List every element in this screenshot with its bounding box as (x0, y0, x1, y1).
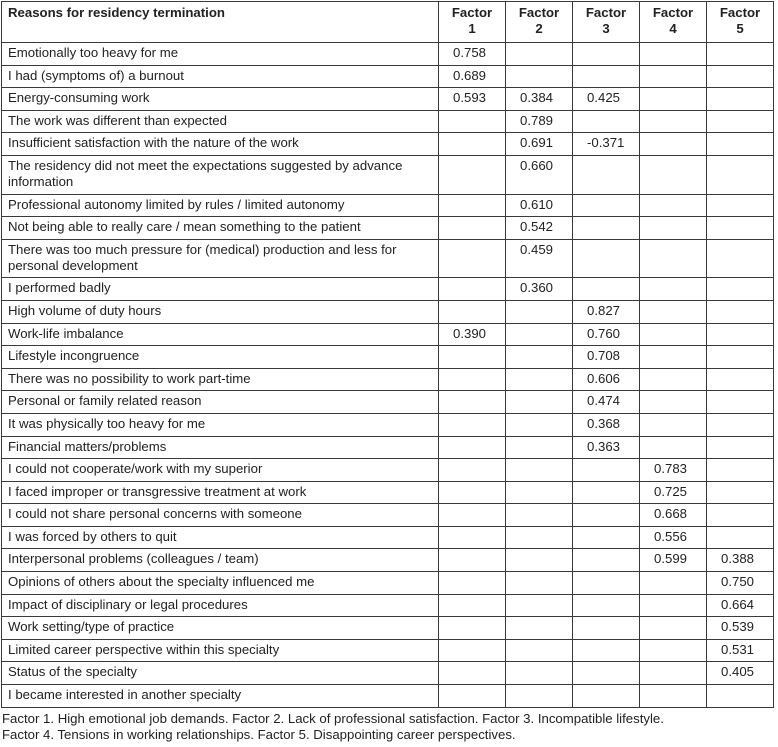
header-factor-1 (439, 2, 506, 43)
factor-1-loading-cell (439, 572, 506, 595)
factor-3-loading-cell (573, 526, 640, 549)
factor-3-loading-cell: 0.368 (573, 413, 640, 436)
table-row (2, 239, 774, 278)
factor-4-loading-cell (640, 88, 707, 111)
factor-2-loading-cell (506, 617, 573, 640)
header-factor-word: Factor (719, 5, 761, 20)
factor-3-loading-cell (573, 459, 640, 482)
reason-cell: Emotionally too heavy for me (2, 43, 439, 66)
table-footnote (2, 711, 776, 743)
factor-1-loading-cell: 0.758 (439, 43, 506, 66)
factor-3-loading-cell (573, 278, 640, 301)
factor-4-loading-cell (640, 323, 707, 346)
factor-1-loading-cell (439, 481, 506, 504)
factor-4-loading-cell (640, 391, 707, 414)
factor-loadings-table (1, 1, 774, 708)
factor-5-loading-cell (707, 43, 774, 66)
factor-3-loading-cell (573, 155, 640, 194)
factor-3-loading-cell: 0.760 (573, 323, 640, 346)
table-row (2, 504, 774, 527)
factor-3-loading-cell (573, 685, 640, 708)
factor-1-loading-cell (439, 504, 506, 527)
factor-2-loading-cell (506, 526, 573, 549)
reason-cell: Lifestyle incongruence (2, 346, 439, 369)
factor-1-loading-cell (439, 110, 506, 133)
factor-4-loading-cell: 0.556 (640, 526, 707, 549)
factor-5-loading-cell (707, 194, 774, 217)
factor-2-loading-cell: 0.789 (506, 110, 573, 133)
factor-2-loading-cell (506, 504, 573, 527)
factor-1-loading-cell (439, 436, 506, 459)
factor-2-loading-cell (506, 639, 573, 662)
header-factor-5 (707, 2, 774, 43)
factor-5-loading-cell (707, 110, 774, 133)
factor-5-loading-cell (707, 436, 774, 459)
factor-1-loading-cell (439, 526, 506, 549)
factor-2-loading-cell: 0.542 (506, 217, 573, 240)
table-row (2, 436, 774, 459)
factor-3-loading-cell (573, 617, 640, 640)
factor-4-loading-cell (640, 413, 707, 436)
factor-3-loading-cell (573, 504, 640, 527)
table-row (2, 217, 774, 240)
factor-4-loading-cell (640, 436, 707, 459)
header-factor-word: Factor (652, 5, 694, 20)
factor-2-loading-cell (506, 65, 573, 88)
factor-1-loading-cell (439, 617, 506, 640)
reason-cell: I had (symptoms of) a burnout (2, 65, 439, 88)
factor-5-loading-cell (707, 300, 774, 323)
factor-3-loading-cell (573, 217, 640, 240)
reason-cell: Work-life imbalance (2, 323, 439, 346)
factor-4-loading-cell (640, 572, 707, 595)
factor-5-loading-cell (707, 459, 774, 482)
factor-4-loading-cell (640, 685, 707, 708)
factor-4-loading-cell (640, 133, 707, 156)
factor-2-loading-cell (506, 368, 573, 391)
factor-4-loading-cell (640, 300, 707, 323)
footnote-line-2: Factor 4. Tensions in working relationships. Factor 5. Disappointing career perspectives. (2, 727, 516, 742)
reason-cell: Work setting/type of practice (2, 617, 439, 640)
factor-4-loading-cell (640, 639, 707, 662)
reason-cell: I performed badly (2, 278, 439, 301)
reason-cell: There was too much pressure for (medical) production and less for personal development (2, 239, 439, 278)
factor-1-loading-cell (439, 368, 506, 391)
header-factor-number: 2 (535, 21, 543, 36)
table-row (2, 110, 774, 133)
reason-cell: Financial matters/problems (2, 436, 439, 459)
factor-4-loading-cell (640, 239, 707, 278)
factor-5-loading-cell: 0.405 (707, 662, 774, 685)
factor-4-loading-cell: 0.725 (640, 481, 707, 504)
factor-3-loading-cell (573, 194, 640, 217)
factor-3-loading-cell (573, 662, 640, 685)
factor-3-loading-cell: 0.827 (573, 300, 640, 323)
header-factor-number: 3 (602, 21, 610, 36)
factor-2-loading-cell (506, 391, 573, 414)
factor-1-loading-cell (439, 155, 506, 194)
factor-4-loading-cell (640, 594, 707, 617)
header-reasons: Reasons for residency termination (2, 2, 439, 43)
factor-4-loading-cell: 0.599 (640, 549, 707, 572)
header-factor-3 (573, 2, 640, 43)
factor-5-loading-cell: 0.388 (707, 549, 774, 572)
reason-cell: It was physically too heavy for me (2, 413, 439, 436)
factor-2-loading-cell (506, 300, 573, 323)
factor-3-loading-cell: 0.425 (573, 88, 640, 111)
factor-5-loading-cell (707, 278, 774, 301)
factor-5-loading-cell: 0.664 (707, 594, 774, 617)
factor-1-loading-cell: 0.593 (439, 88, 506, 111)
reason-cell: Not being able to really care / mean something to the patient (2, 217, 439, 240)
table-row (2, 572, 774, 595)
reason-cell: Insufficient satisfaction with the nature of the work (2, 133, 439, 156)
factor-5-loading-cell (707, 133, 774, 156)
table-row (2, 662, 774, 685)
factor-2-loading-cell (506, 346, 573, 369)
factor-4-loading-cell (640, 194, 707, 217)
factor-3-loading-cell: 0.606 (573, 368, 640, 391)
factor-1-loading-cell (439, 685, 506, 708)
reason-cell: I faced improper or transgressive treatment at work (2, 481, 439, 504)
factor-5-loading-cell (707, 368, 774, 391)
factor-4-loading-cell (640, 617, 707, 640)
factor-1-loading-cell (439, 217, 506, 240)
factor-4-loading-cell (640, 346, 707, 369)
header-factor-word: Factor (518, 5, 560, 20)
factor-3-loading-cell (573, 65, 640, 88)
factor-2-loading-cell: 0.384 (506, 88, 573, 111)
factor-3-loading-cell (573, 43, 640, 66)
factor-3-loading-cell (573, 239, 640, 278)
reason-cell: Impact of disciplinary or legal procedures (2, 594, 439, 617)
factor-1-loading-cell: 0.390 (439, 323, 506, 346)
factor-5-loading-cell (707, 217, 774, 240)
reason-cell: Interpersonal problems (colleagues / team) (2, 549, 439, 572)
factor-5-loading-cell (707, 65, 774, 88)
table-row (2, 413, 774, 436)
factor-3-loading-cell (573, 639, 640, 662)
table-row (2, 685, 774, 708)
factor-5-loading-cell (707, 239, 774, 278)
factor-4-loading-cell: 0.668 (640, 504, 707, 527)
header-factor-number: 5 (736, 21, 744, 36)
reason-cell: I could not share personal concerns with someone (2, 504, 439, 527)
factor-2-loading-cell (506, 549, 573, 572)
table-row (2, 549, 774, 572)
table-row (2, 368, 774, 391)
reason-cell: There was no possibility to work part-time (2, 368, 439, 391)
header-row (2, 2, 774, 43)
reason-cell: I was forced by others to quit (2, 526, 439, 549)
factor-1-loading-cell (439, 662, 506, 685)
factor-1-loading-cell (439, 346, 506, 369)
factor-5-loading-cell: 0.531 (707, 639, 774, 662)
factor-5-loading-cell (707, 391, 774, 414)
factor-2-loading-cell: 0.691 (506, 133, 573, 156)
factor-2-loading-cell (506, 413, 573, 436)
factor-2-loading-cell (506, 459, 573, 482)
table-row (2, 526, 774, 549)
table-row (2, 594, 774, 617)
header-factor-number: 1 (468, 21, 476, 36)
factor-1-loading-cell (439, 133, 506, 156)
factor-2-loading-cell (506, 43, 573, 66)
header-factor-2 (506, 2, 573, 43)
table-row (2, 43, 774, 66)
factor-2-loading-cell (506, 685, 573, 708)
table-row (2, 323, 774, 346)
factor-5-loading-cell (707, 481, 774, 504)
table-row (2, 639, 774, 662)
factor-5-loading-cell (707, 685, 774, 708)
reason-cell: The work was different than expected (2, 110, 439, 133)
factor-4-loading-cell (640, 278, 707, 301)
reason-cell: Energy-consuming work (2, 88, 439, 111)
factor-3-loading-cell: -0.371 (573, 133, 640, 156)
table-row (2, 346, 774, 369)
factor-2-loading-cell: 0.660 (506, 155, 573, 194)
reason-cell: Opinions of others about the specialty influenced me (2, 572, 439, 595)
factor-2-loading-cell (506, 436, 573, 459)
table-row (2, 481, 774, 504)
table-row (2, 65, 774, 88)
factor-4-loading-cell (640, 110, 707, 133)
factor-1-loading-cell (439, 391, 506, 414)
factor-2-loading-cell: 0.360 (506, 278, 573, 301)
factor-1-loading-cell (439, 413, 506, 436)
reason-cell: The residency did not meet the expectations suggested by advance information (2, 155, 439, 194)
reason-cell: Personal or family related reason (2, 391, 439, 414)
table-row (2, 155, 774, 194)
factor-5-loading-cell: 0.539 (707, 617, 774, 640)
factor-1-loading-cell (439, 278, 506, 301)
factor-5-loading-cell (707, 413, 774, 436)
factor-3-loading-cell: 0.708 (573, 346, 640, 369)
factor-2-loading-cell (506, 662, 573, 685)
factor-4-loading-cell (640, 368, 707, 391)
factor-3-loading-cell (573, 572, 640, 595)
factor-5-loading-cell (707, 346, 774, 369)
factor-4-loading-cell: 0.783 (640, 459, 707, 482)
factor-4-loading-cell (640, 217, 707, 240)
factor-4-loading-cell (640, 662, 707, 685)
table-row (2, 617, 774, 640)
factor-1-loading-cell (439, 594, 506, 617)
factor-5-loading-cell (707, 155, 774, 194)
reason-cell: Limited career perspective within this specialty (2, 639, 439, 662)
factor-2-loading-cell (506, 572, 573, 595)
reason-cell: Professional autonomy limited by rules / limited autonomy (2, 194, 439, 217)
table-row (2, 459, 774, 482)
header-factor-number: 4 (669, 21, 677, 36)
factor-5-loading-cell (707, 526, 774, 549)
table-header (2, 2, 774, 43)
table-row (2, 278, 774, 301)
table-row (2, 133, 774, 156)
factor-3-loading-cell: 0.474 (573, 391, 640, 414)
factor-3-loading-cell (573, 549, 640, 572)
reason-cell: High volume of duty hours (2, 300, 439, 323)
factor-3-loading-cell (573, 481, 640, 504)
factor-4-loading-cell (640, 155, 707, 194)
header-factor-word: Factor (585, 5, 627, 20)
factor-2-loading-cell (506, 323, 573, 346)
reason-cell: I could not cooperate/work with my superior (2, 459, 439, 482)
factor-3-loading-cell (573, 110, 640, 133)
table-row (2, 391, 774, 414)
factor-2-loading-cell (506, 481, 573, 504)
factor-1-loading-cell (439, 300, 506, 323)
footnote-line-1: Factor 1. High emotional job demands. Factor 2. Lack of professional satisfaction. Factor 3. Incompatible lifestyle. (2, 711, 664, 726)
factor-1-loading-cell (439, 549, 506, 572)
factor-1-loading-cell (439, 639, 506, 662)
table-row (2, 300, 774, 323)
factor-5-loading-cell (707, 88, 774, 111)
reason-cell: I became interested in another specialty (2, 685, 439, 708)
reason-cell: Status of the specialty (2, 662, 439, 685)
factor-1-loading-cell (439, 459, 506, 482)
factor-2-loading-cell (506, 594, 573, 617)
factor-5-loading-cell (707, 504, 774, 527)
factor-1-loading-cell (439, 239, 506, 278)
header-factor-4 (640, 2, 707, 43)
factor-4-loading-cell (640, 43, 707, 66)
factor-2-loading-cell: 0.459 (506, 239, 573, 278)
factor-1-loading-cell: 0.689 (439, 65, 506, 88)
factor-5-loading-cell: 0.750 (707, 572, 774, 595)
table-row (2, 88, 774, 111)
table-row (2, 194, 774, 217)
factor-3-loading-cell (573, 594, 640, 617)
factor-1-loading-cell (439, 194, 506, 217)
table-body (2, 43, 774, 708)
factor-5-loading-cell (707, 323, 774, 346)
header-factor-word: Factor (451, 5, 493, 20)
factor-3-loading-cell: 0.363 (573, 436, 640, 459)
factor-4-loading-cell (640, 65, 707, 88)
factor-2-loading-cell: 0.610 (506, 194, 573, 217)
